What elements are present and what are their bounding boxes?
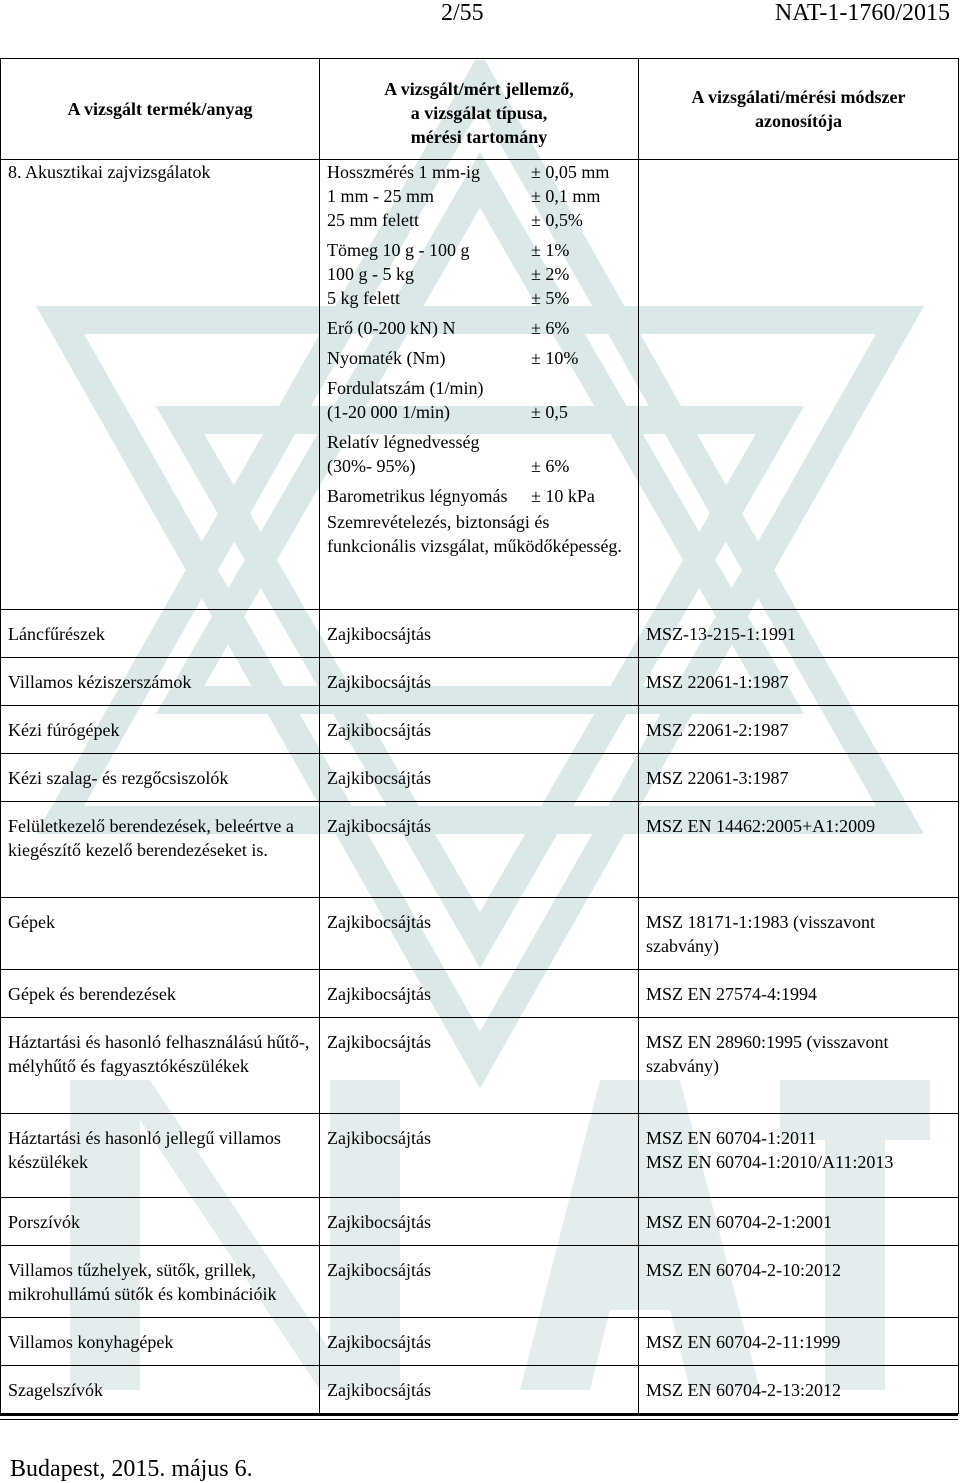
cell-test: Zajkibocsájtás — [320, 1114, 639, 1198]
measurement-tolerance: ± 0,1 mm — [531, 186, 601, 206]
measurement-label: Erő (0-200 kN) N — [327, 318, 456, 338]
measurement-line — [327, 316, 631, 340]
measurement-line — [327, 184, 631, 208]
cell-product: Láncfűrészek — [1, 610, 320, 658]
measurement-label: (1-20 000 1/min) — [327, 402, 450, 422]
measurement-label: Barometrikus légnyomás — [327, 486, 508, 506]
cell-test: Zajkibocsájtás — [320, 1366, 639, 1414]
measurement-tolerance: ± 6% — [531, 318, 570, 338]
table-row — [1, 1246, 959, 1318]
header-product: A vizsgált termék/anyag — [1, 59, 320, 160]
footer-rule — [0, 1414, 958, 1416]
header-method: A vizsgálati/mérési módszer azonosítója — [639, 59, 959, 160]
measurement-line — [327, 346, 631, 370]
measurement-tolerance: ± 1% — [531, 240, 570, 260]
cell-product: Gépek — [1, 898, 320, 970]
table-row — [1, 1318, 959, 1366]
table-row — [1, 658, 959, 706]
cell-product: Villamos kéziszerszámok — [1, 658, 320, 706]
cell-product: Háztartási és hasonló jellegű villamos készülékek — [1, 1114, 320, 1198]
section-row — [1, 160, 959, 610]
cell-method: MSZ 22061-1:1987 — [639, 658, 959, 706]
measurement-tolerance: ± 0,5 — [531, 402, 568, 422]
cell-test: Zajkibocsájtás — [320, 1246, 639, 1318]
measurement-line — [327, 160, 631, 184]
measurement-tolerance: ± 5% — [531, 288, 570, 308]
section-product: 8. Akusztikai zajvizsgálatok — [1, 160, 320, 610]
cell-test: Zajkibocsájtás — [320, 706, 639, 754]
measurement-label: Nyomaték (Nm) — [327, 348, 446, 368]
measurement-line — [327, 400, 631, 424]
measurement-line — [327, 484, 631, 508]
table-row — [1, 802, 959, 898]
cell-method: MSZ-13-215-1:1991 — [639, 610, 959, 658]
measurement-line — [327, 376, 631, 400]
measurement-label: Fordulatszám (1/min) — [327, 378, 484, 398]
table-row — [1, 1114, 959, 1198]
measurement-group — [327, 238, 631, 310]
cell-method: MSZ EN 60704-2-10:2012 — [639, 1246, 959, 1318]
measurement-label: 1 mm - 25 mm — [327, 186, 434, 206]
measurement-line — [327, 208, 631, 232]
measurement-label: Tömeg 10 g - 100 g — [327, 240, 470, 260]
cell-product: Porszívók — [1, 1198, 320, 1246]
cell-method: MSZ EN 27574-4:1994 — [639, 970, 959, 1018]
measurement-group — [327, 376, 631, 424]
measurement-line — [327, 454, 631, 478]
cell-method: MSZ EN 60704-2-13:2012 — [639, 1366, 959, 1414]
cell-product: Felületkezelő berendezések, beleértve a kiegészítő kezelő berendezéseket is. — [1, 802, 320, 898]
section-measurements — [320, 160, 639, 610]
cell-method: MSZ EN 60704-2-11:1999 — [639, 1318, 959, 1366]
measurement-group — [327, 316, 631, 340]
cell-test: Zajkibocsájtás — [320, 1018, 639, 1114]
cell-test: Zajkibocsájtás — [320, 1198, 639, 1246]
cell-test: Zajkibocsájtás — [320, 802, 639, 898]
measurement-line — [327, 430, 631, 454]
cell-test: Zajkibocsájtás — [320, 658, 639, 706]
cell-product: Kézi szalag- és rezgőcsiszolók — [1, 754, 320, 802]
cell-test: Zajkibocsájtás — [320, 970, 639, 1018]
cell-method: MSZ EN 60704-1:2011 MSZ EN 60704-1:2010/A11:2013 — [639, 1114, 959, 1198]
measurement-line — [327, 238, 631, 262]
table-row — [1, 706, 959, 754]
cell-test: Zajkibocsájtás — [320, 610, 639, 658]
measurement-tolerance — [531, 376, 631, 400]
table-row — [1, 754, 959, 802]
measurement-label: 25 mm felett — [327, 210, 419, 230]
footer-rule-thin — [0, 1419, 958, 1420]
measurement-tolerance: ± 10% — [531, 348, 579, 368]
table-header-row — [1, 59, 959, 160]
measurement-group — [327, 484, 631, 508]
cell-product: Villamos tűzhelyek, sütők, grillek, mikrohullámú sütők és kombinációik — [1, 1246, 320, 1318]
measurement-tolerance: ± 6% — [531, 456, 570, 476]
visual-check-text: Szemrevételezés, biztonsági és funkcionális vizsgálat, működőképesség. — [327, 512, 622, 556]
table-row — [1, 1198, 959, 1246]
table-row — [1, 1018, 959, 1114]
measurement-group — [327, 346, 631, 370]
measurement-tolerance — [531, 430, 631, 454]
cell-method: MSZ 18171-1:1983 (visszavont szabvány) — [639, 898, 959, 970]
section-method — [639, 160, 959, 610]
measurement-label: 5 kg felett — [327, 288, 400, 308]
cell-test: Zajkibocsájtás — [320, 754, 639, 802]
header-characteristic: A vizsgált/mért jellemző, a vizsgálat típusa, mérési tartomány — [320, 59, 639, 160]
measurement-tolerance: ± 0,5% — [531, 210, 583, 230]
cell-product: Villamos konyhagépek — [1, 1318, 320, 1366]
measurement-label: 100 g - 5 kg — [327, 264, 414, 284]
page-number: 2/55 — [441, 0, 484, 26]
measurement-label: (30%- 95%) — [327, 456, 416, 476]
cell-product: Háztartási és hasonló felhasználású hűtő-, mélyhűtő és fagyasztókészülékek — [1, 1018, 320, 1114]
cell-method: MSZ 22061-2:1987 — [639, 706, 959, 754]
measurement-line — [327, 262, 631, 286]
measurement-label: Hosszmérés 1 mm-ig — [327, 162, 480, 182]
table-row — [1, 898, 959, 970]
table-row — [1, 610, 959, 658]
table-row — [1, 970, 959, 1018]
document-id: NAT-1-1760/2015 — [774, 0, 950, 26]
measurement-tolerance: ± 0,05 mm — [531, 162, 610, 182]
cell-product: Szagelszívók — [1, 1366, 320, 1414]
place-date: Budapest, 2015. május 6. — [10, 1456, 253, 1482]
cell-test: Zajkibocsájtás — [320, 1318, 639, 1366]
measurement-tolerance: ± 2% — [531, 264, 570, 284]
measurement-line — [327, 286, 631, 310]
measurement-label: Relatív légnedvesség — [327, 432, 480, 452]
cell-test: Zajkibocsájtás — [320, 898, 639, 970]
cell-method: MSZ EN 14462:2005+A1:2009 — [639, 802, 959, 898]
accreditation-table — [0, 58, 959, 1414]
measurement-tolerance: ± 10 kPa — [531, 486, 595, 506]
cell-method: MSZ EN 28960:1995 (visszavont szabvány) — [639, 1018, 959, 1114]
cell-product: Kézi fúrógépek — [1, 706, 320, 754]
cell-product: Gépek és berendezések — [1, 970, 320, 1018]
cell-method: MSZ 22061-3:1987 — [639, 754, 959, 802]
measurement-group — [327, 430, 631, 478]
measurement-group — [327, 160, 631, 232]
table-row — [1, 1366, 959, 1414]
cell-method: MSZ EN 60704-2-1:2001 — [639, 1198, 959, 1246]
